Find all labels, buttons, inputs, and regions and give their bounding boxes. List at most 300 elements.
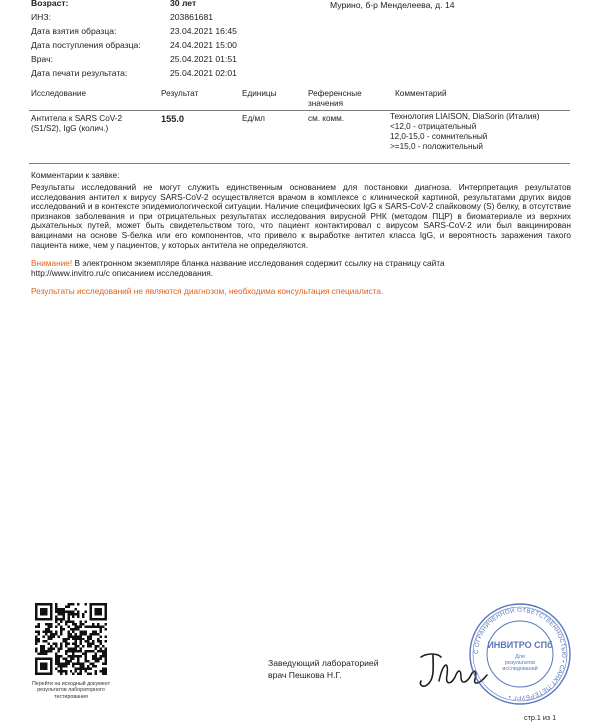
qr-module <box>95 670 97 672</box>
qr-module <box>67 615 69 617</box>
qr-module <box>87 645 89 647</box>
stamp-inner-line2: результатов <box>505 660 535 666</box>
qr-module <box>77 650 79 652</box>
qr-module <box>100 635 102 637</box>
qr-module <box>95 645 97 647</box>
qr-module <box>65 620 67 622</box>
qr-module <box>55 643 57 645</box>
qr-module <box>72 603 74 605</box>
qr-module <box>55 620 57 622</box>
qr-module <box>105 635 107 637</box>
qr-module <box>77 660 79 662</box>
qr-module <box>87 668 89 670</box>
qr-module <box>50 650 52 652</box>
qr-module <box>100 643 102 645</box>
qr-module <box>80 663 82 665</box>
qr-module <box>50 623 52 625</box>
inz-label: ИНЗ: <box>31 12 51 22</box>
qr-module <box>60 628 62 630</box>
qr-module <box>77 610 79 612</box>
qr-module <box>67 655 69 657</box>
qr-module <box>65 638 67 640</box>
qr-module <box>87 625 89 627</box>
qr-module <box>67 648 69 650</box>
qr-module <box>55 618 57 620</box>
qr-module <box>47 650 49 652</box>
qr-module <box>55 645 57 647</box>
qr-module <box>57 610 59 612</box>
qr-module <box>85 653 87 655</box>
qr-module <box>102 653 104 655</box>
qr-module <box>77 663 79 665</box>
qr-module <box>57 650 59 652</box>
qr-module <box>92 623 94 625</box>
qr-module <box>75 635 77 637</box>
qr-module <box>45 640 47 642</box>
qr-module <box>72 653 74 655</box>
qr-module <box>67 625 69 627</box>
qr-module <box>72 648 74 650</box>
qr-module <box>75 640 77 642</box>
qr-module <box>45 633 47 635</box>
qr-module <box>50 648 52 650</box>
qr-module <box>60 643 62 645</box>
signer-name: врач Пешкова Н.Г. <box>268 670 342 680</box>
qr-module <box>95 660 97 662</box>
qr-module <box>77 613 79 615</box>
sample-taken-label: Дата взятия образца: <box>31 26 117 36</box>
qr-module <box>95 655 97 657</box>
qr-module <box>85 668 87 670</box>
qr-module <box>37 625 39 627</box>
qr-module <box>72 635 74 637</box>
qr-module <box>95 665 97 667</box>
qr-module <box>105 670 107 672</box>
qr-module <box>50 638 52 640</box>
qr-module <box>55 615 57 617</box>
qr-module <box>77 615 79 617</box>
comment-line-technology: Технология LIAISON, DiaSorin (Италия) <box>390 112 540 121</box>
qr-module <box>42 645 44 647</box>
doctor-label: Врач: <box>31 54 53 64</box>
qr-module <box>62 615 64 617</box>
qr-module <box>82 633 84 635</box>
qr-module <box>57 635 59 637</box>
qr-module <box>87 673 89 675</box>
qr-module <box>105 648 107 650</box>
comment-line-negative: <12,0 - отрицательный <box>390 122 477 131</box>
qr-module <box>72 650 74 652</box>
qr-module <box>90 668 92 670</box>
qr-module <box>100 650 102 652</box>
qr-module <box>55 660 57 662</box>
qr-module <box>72 615 74 617</box>
qr-module <box>87 665 89 667</box>
qr-module <box>67 613 69 615</box>
qr-module <box>55 658 57 660</box>
stamp-inner-line3: исследований <box>502 666 538 672</box>
qr-module <box>67 610 69 612</box>
qr-module <box>65 623 67 625</box>
qr-caption: Перейти на исходный документ результатов лабораторного тестирования <box>31 681 111 700</box>
qr-module <box>40 648 42 650</box>
qr-module <box>60 630 62 632</box>
qr-module <box>55 625 57 627</box>
qr-module <box>57 623 59 625</box>
qr-module <box>100 628 102 630</box>
qr-module <box>75 650 77 652</box>
qr-module <box>60 613 62 615</box>
stamp-inner-line1: Для <box>515 654 525 660</box>
qr-module <box>45 650 47 652</box>
qr-module <box>80 625 82 627</box>
qr-module <box>87 635 89 637</box>
qr-module <box>82 668 84 670</box>
qr-module <box>62 608 64 610</box>
sample-taken-value: 23.04.2021 16:45 <box>170 26 237 36</box>
qr-module <box>60 618 62 620</box>
qr-module <box>40 653 42 655</box>
qr-module <box>85 660 87 662</box>
qr-module <box>72 658 74 660</box>
qr-module <box>67 635 69 637</box>
qr-module <box>102 663 104 665</box>
attention-text: В электронном экземпляре бланка название исследования содержит ссылку на страницу сайта <box>72 258 445 269</box>
qr-module <box>80 668 82 670</box>
disclaimer: Результаты исследований не являются диагнозом, необходима консультация специалиста. <box>31 286 384 297</box>
qr-module <box>60 668 62 670</box>
qr-module <box>85 655 87 657</box>
qr-module <box>102 650 104 652</box>
qr-module <box>97 638 99 640</box>
qr-module <box>92 655 94 657</box>
qr-module <box>45 623 47 625</box>
qr-module <box>80 648 82 650</box>
qr-module <box>85 658 87 660</box>
qr-module <box>62 665 64 667</box>
qr-module <box>90 643 92 645</box>
qr-module <box>67 618 69 620</box>
qr-module <box>90 625 92 627</box>
qr-module <box>55 610 57 612</box>
qr-module <box>60 670 62 672</box>
qr-module <box>47 638 49 640</box>
qr-module <box>85 650 87 652</box>
comments-divider <box>29 163 570 164</box>
qr-module <box>70 628 72 630</box>
qr-module <box>80 650 82 652</box>
qr-module <box>57 618 59 620</box>
qr-module <box>105 655 107 657</box>
qr-module <box>80 623 82 625</box>
qr-module <box>92 625 94 627</box>
qr-module <box>52 635 54 637</box>
qr-module <box>72 673 74 675</box>
qr-module <box>60 645 62 647</box>
qr-module <box>65 658 67 660</box>
qr-module <box>85 620 87 622</box>
qr-module <box>67 603 69 605</box>
qr-module <box>60 633 62 635</box>
signer-position: Заведующий лабораторией <box>268 658 379 668</box>
qr-module <box>42 650 44 652</box>
qr-module <box>60 673 62 675</box>
qr-module <box>105 640 107 642</box>
qr-module <box>87 640 89 642</box>
qr-module <box>72 610 74 612</box>
qr-module <box>67 620 69 622</box>
qr-module <box>57 613 59 615</box>
qr-module <box>75 628 77 630</box>
qr-module <box>82 615 84 617</box>
qr-module <box>70 613 72 615</box>
qr-module <box>105 668 107 670</box>
qr-module <box>90 663 92 665</box>
qr-module <box>95 658 97 660</box>
qr-module <box>60 608 62 610</box>
qr-module <box>90 635 92 637</box>
qr-module <box>35 625 37 627</box>
qr-module <box>37 638 39 640</box>
qr-module <box>92 633 94 635</box>
qr-module <box>75 633 77 635</box>
qr-module <box>65 670 67 672</box>
qr-module <box>67 660 69 662</box>
qr-module <box>97 640 99 642</box>
qr-module <box>77 625 79 627</box>
qr-module <box>100 648 102 650</box>
col-header-reference-line1: Референсные <box>308 89 362 98</box>
qr-module <box>85 610 87 612</box>
qr-module <box>97 660 99 662</box>
doctor-value: 25.04.2021 01:51 <box>170 54 237 64</box>
qr-module <box>100 630 102 632</box>
sample-received-value: 24.04.2021 15:00 <box>170 40 237 50</box>
invitro-link[interactable]: http://www.invitro.ru/ <box>31 267 106 278</box>
qr-module <box>75 638 77 640</box>
qr-module <box>37 630 39 632</box>
qr-module <box>75 623 77 625</box>
qr-module <box>82 653 84 655</box>
qr-module <box>80 655 82 657</box>
qr-module <box>35 640 37 642</box>
comments-title: Комментарии к заявке: <box>31 170 120 180</box>
table-row-test <box>31 114 122 134</box>
qr-module <box>95 630 97 632</box>
qr-module <box>57 658 59 660</box>
qr-module <box>75 643 77 645</box>
sample-received-label: Дата поступления образца: <box>31 40 141 50</box>
qr-module <box>37 653 39 655</box>
qr-module <box>97 658 99 660</box>
qr-module <box>87 643 89 645</box>
qr-module <box>67 643 69 645</box>
qr-module <box>60 625 62 627</box>
qr-module <box>42 653 44 655</box>
qr-module <box>95 653 97 655</box>
qr-module <box>40 650 42 652</box>
qr-module <box>75 655 77 657</box>
qr-module <box>42 640 44 642</box>
qr-module <box>55 630 57 632</box>
qr-module <box>47 623 49 625</box>
table-divider <box>29 110 570 111</box>
qr-module <box>67 605 69 607</box>
qr-module <box>40 645 42 647</box>
qr-module <box>72 620 74 622</box>
qr-module <box>42 630 44 632</box>
qr-module <box>77 645 79 647</box>
qr-module <box>95 625 97 627</box>
qr-module <box>55 653 57 655</box>
qr-module <box>65 663 67 665</box>
qr-module <box>82 613 84 615</box>
print-date-label: Дата печати результата: <box>31 68 128 78</box>
qr-module <box>77 655 79 657</box>
age-value: 30 лет <box>170 0 197 8</box>
qr-module <box>70 633 72 635</box>
age-label: Возраст: <box>31 0 69 8</box>
qr-module <box>62 663 64 665</box>
qr-module <box>92 643 94 645</box>
qr-module <box>87 660 89 662</box>
qr-module <box>82 645 84 647</box>
qr-module <box>62 670 64 672</box>
qr-module <box>72 623 74 625</box>
attention-label: Внимание! <box>31 258 73 269</box>
qr-module <box>57 670 59 672</box>
qr-module <box>60 665 62 667</box>
qr-module <box>95 673 97 675</box>
qr-module <box>92 665 94 667</box>
qr-module <box>50 645 52 647</box>
qr-module <box>102 670 104 672</box>
qr-module <box>47 625 49 627</box>
qr-module <box>100 625 102 627</box>
qr-module <box>35 650 37 652</box>
qr-module <box>62 628 64 630</box>
qr-module <box>90 633 92 635</box>
comments-block <box>31 183 571 297</box>
qr-module <box>55 608 57 610</box>
qr-module <box>105 650 107 652</box>
qr-module <box>77 638 79 640</box>
qr-module <box>67 638 69 640</box>
comment-line-positive: >=15,0 - положительный <box>390 142 483 151</box>
qr-module <box>77 668 79 670</box>
qr-module <box>42 635 44 637</box>
qr-module <box>90 650 92 652</box>
comments-paragraph: Результаты исследований не могут служить единственным основанием для постановки диагноза. Интерпретация результатов исследования антител к вирусу SARS-CoV-2 осуществляется врачом в комплексе с клинической картиной, результатами других видов исследований и в контексте эпидемиологической ситуации. Наличие специфических IgG к SARS-CoV-2 спайковому (S) белку, в отсутствие признаков заболевания и при отрицательных результатах исследования вирусной РНК (методом ПЦР) в биоматериале из верхних дыхательных путей, может быть свидетельством того, что пациент контактировал с вирусом SARS-CoV-2 или был вакцинирован вакцинами на основе S-белка или его компонентов, что привело к выработке антител класса IgG, и вероятность заражения такого пациента ниже, чем у пациентов, у которых антитела не определяются. <box>31 182 571 250</box>
qr-module <box>62 610 64 612</box>
qr-module <box>75 625 77 627</box>
qr-module <box>75 608 77 610</box>
stamp-brand: ИНВИТРО СПб <box>487 640 553 650</box>
result-units: Ед/мл <box>242 114 265 123</box>
qr-module <box>105 660 107 662</box>
qr-module <box>52 643 54 645</box>
col-header-result: Результат <box>161 89 199 98</box>
qr-module <box>80 620 82 622</box>
col-header-units: Единицы <box>242 89 277 98</box>
qr-module <box>82 665 84 667</box>
qr-module <box>67 633 69 635</box>
col-header-comment: Комментарий <box>395 89 447 98</box>
qr-module <box>82 638 84 640</box>
qr-module <box>57 608 59 610</box>
qr-module <box>80 670 82 672</box>
qr-module <box>80 640 82 642</box>
qr-module <box>50 633 52 635</box>
qr-module <box>85 670 87 672</box>
qr-module <box>70 635 72 637</box>
qr-module <box>92 640 94 642</box>
qr-module <box>82 623 84 625</box>
qr-module <box>72 663 74 665</box>
qr-module <box>95 648 97 650</box>
result-reference: см. комм. <box>308 114 345 123</box>
qr-module <box>60 655 62 657</box>
qr-module <box>62 658 64 660</box>
qr-module <box>75 670 77 672</box>
qr-module <box>50 630 52 632</box>
qr-module <box>57 665 59 667</box>
qr-module <box>50 635 52 637</box>
qr-module <box>75 663 77 665</box>
stamp-ring-text: С ОГРАНИЧЕННОЙ ОТВЕТСТВЕННОСТЬЮ • САНКТ-ПЕТЕРБУРГ • <box>472 606 568 702</box>
inz-value: 203861681 <box>170 12 214 22</box>
qr-module <box>90 673 92 675</box>
col-header-reference <box>308 89 362 109</box>
qr-module <box>65 660 67 662</box>
qr-module <box>57 660 59 662</box>
qr-module <box>70 603 72 605</box>
qr-module <box>97 633 99 635</box>
qr-module <box>102 645 104 647</box>
qr-module <box>102 655 104 657</box>
qr-module <box>35 648 37 650</box>
qr-module <box>97 650 99 652</box>
qr-module <box>47 643 49 645</box>
qr-module <box>97 645 99 647</box>
qr-module <box>55 663 57 665</box>
qr-module <box>95 633 97 635</box>
print-date-value: 25.04.2021 02:01 <box>170 68 237 78</box>
qr-module <box>65 645 67 647</box>
qr-module <box>35 630 37 632</box>
qr-module <box>65 665 67 667</box>
qr-module <box>65 673 67 675</box>
qr-module <box>65 640 67 642</box>
qr-module <box>100 658 102 660</box>
qr-module <box>75 645 77 647</box>
qr-module <box>67 663 69 665</box>
qr-module <box>97 623 99 625</box>
qr-module <box>80 643 82 645</box>
qr-module <box>80 638 82 640</box>
qr-module <box>55 633 57 635</box>
qr-module <box>105 628 107 630</box>
qr-module <box>87 650 89 652</box>
qr-module <box>85 640 87 642</box>
qr-module <box>92 658 94 660</box>
qr-code[interactable] <box>35 603 107 675</box>
qr-module <box>72 665 74 667</box>
qr-module <box>70 650 72 652</box>
qr-module <box>70 610 72 612</box>
qr-module <box>65 653 67 655</box>
qr-module <box>82 663 84 665</box>
